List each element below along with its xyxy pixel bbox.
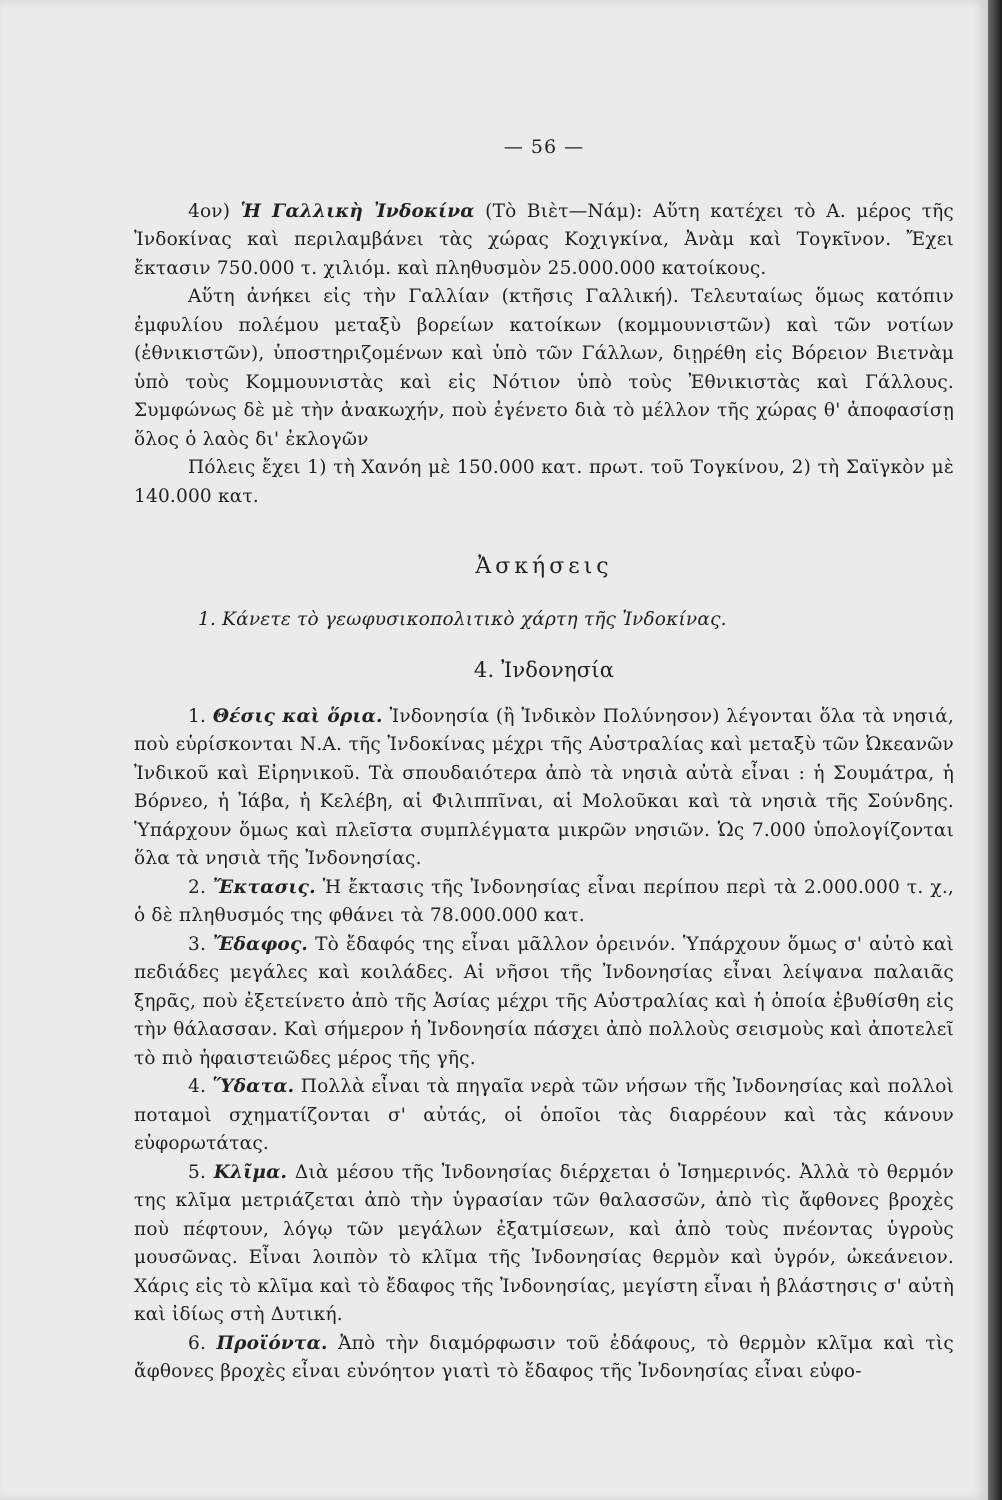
- section-paragraph: [134, 1073, 954, 1159]
- indochina-title: Ἡ Γαλλικὴ Ἰνδοκίνα: [240, 200, 475, 222]
- indochina-lead: 4ον): [188, 200, 241, 222]
- exercise-item: 1. Κάνετε τὸ γεωφυσικοπολιτικὸ χάρτη τῆς Ἰνδοκίνας.: [198, 608, 727, 630]
- page-number: — 56 —: [503, 136, 585, 158]
- page-edge-shadow: [988, 0, 1002, 1500]
- section-number: 2.: [188, 876, 214, 898]
- section-text: Τὸ ἔδαφός της εἶναι μᾶλλον ὀρεινόν. Ὑπάρχουν ὅμως σ' αὐτὸ καὶ πεδιάδες μεγάλες καὶ κοιλάδες. Αἱ νῆσοι τῆς Ἰνδονησίας εἶναι λείψανα παλαιᾶς ξηρᾶς, ποὺ ἐξετείνετο ἀπὸ τῆς Ἀσίας μέχρι τῆς Αὐστραλίας καὶ ἡ ὁποία ἐβυθίσθη εἰς τὴν θάλασσαν. Καὶ σήμερον ἡ Ἰνδονησία πάσχει ἀπὸ πολλοὺς σεισμοὺς καὶ ἀποτελεῖ τὸ πιὸ ἡφαιστειῶδες μέρος τῆς γῆς.: [134, 933, 954, 1069]
- section-text: Ἰνδονησία (ἢ Ἰνδικὸν Πολύνησον) λέγονται ὅλα τὰ νησιά, ποὺ εὑρίσκονται Ν.Α. τῆς Ἰνδοκίνας μέχρι τῆς Αὐστραλίας καὶ μεταξὺ τῶν Ὠκεανῶν Ἰνδικοῦ καὶ Εἰρηνικοῦ. Τὰ σπουδαιότερα ἀπὸ τὰ νησιὰ αὐτὰ εἶναι : ἡ Σουμάτρα, ἡ Βόρνεο, ἡ Ἰάβα, ἡ Κελέβη, αἱ Φιλιππῖναι, αἱ Μολοῦκαι καὶ τὰ νησιὰ τῆς Σούνδης. Ὑπάρχουν ὅμως καὶ πλεῖστα συμπλέγματα μικρῶν νησιῶν. Ὡς 7.000 ὑπολογίζονται ὅλα τὰ νησιὰ τῆς Ἰνδονησίας.: [134, 705, 954, 869]
- section-paragraph: [134, 874, 954, 931]
- section-text: Ἡ ἔκτασις τῆς Ἰνδονησίας εἶναι περίπου περὶ τὰ 2.000.000 τ. χ., ὁ δὲ πληθυσμός της φθάνει τὰ 78.000.000 κατ.: [134, 876, 954, 926]
- section-text: Ἀπὸ τὴν διαμόρφωσιν τοῦ ἐδάφους, τὸ θερμὸν κλῖμα καὶ τὶς ἄφθονες βροχὲς εἶναι εὐνόητον γιατὶ τὸ ἔδαφος τῆς Ἰνδονησίας εἶναι εὐφο-: [134, 1332, 954, 1382]
- section-heading: Προϊόντα.: [216, 1332, 328, 1354]
- section-text: Πολλὰ εἶναι τὰ πηγαῖα νερὰ τῶν νήσων τῆς Ἰνδονησίας καὶ πολλοὶ ποταμοὶ σχηματίζονται σ' αὐτάς, οἱ ὁποῖοι τὰς διαρρέουν καὶ τὰς κάνουν εὐφορωτάτας.: [134, 1076, 954, 1154]
- section-heading: Ἔδαφος.: [213, 933, 309, 955]
- indochina-text: (Τὸ Βιὲτ—Νάμ): Αὕτη κατέχει τὸ Α. μέρος τῆς Ἰνδοκίνας καὶ περιλαμβάνει τὰς χώρας Κοχιγκίνα, Ἀνὰμ καὶ Τογκῖνον. Ἔχει ἔκτασιν 750.000 τ. χιλιόμ. καὶ πληθυσμὸν 25.000.000 κατοίκους.: [134, 200, 954, 279]
- section-paragraph: [134, 1330, 954, 1387]
- indonesia-heading: 4. Ἰνδονησία: [473, 658, 615, 682]
- section-number: 1.: [188, 705, 213, 727]
- section-number: 4.: [188, 1076, 213, 1097]
- section-heading: Ἔκτασις.: [213, 876, 316, 898]
- exercises-heading: Ἀσκήσεις: [475, 554, 613, 579]
- indochina-paragraph-2: Αὕτη ἀνήκει εἰς τὴν Γαλλίαν (κτῆσις Γαλλική). Τελευταίως ὅμως κατόπιν ἐμφυλίου πολέμου μεταξὺ βορείων κατοίκων (κομμουνιστῶν) καὶ τῶν νοτίων (ἐθνικιστῶν), ὑποστηριζομένων καὶ ὑπὸ τῶν Γάλλων, διῃρέθη εἰς Βόρειον Βιετνὰμ ὑπὸ τοὺς Κομμουνιστὰς καὶ εἰς Νότιον ὑπὸ τοὺς Ἐθνικιστὰς καὶ Γάλλους. Συμφώνως δὲ μὲ τὴν ἀνακωχήν, ποὺ ἐγένετο διὰ τὸ μέλλον τῆς χώρας θ' ἀποφασίσῃ ὅλος ὁ λαὸς δι' ἐκλογῶν: [134, 286, 954, 450]
- section-number: 6.: [188, 1332, 217, 1354]
- section-paragraph: [134, 1159, 954, 1330]
- indochina-paragraph: [134, 198, 954, 284]
- section-paragraph: [134, 703, 954, 874]
- section-text: Διὰ μέσου τῆς Ἰνδονησίας διέρχεται ὁ Ἰσημερινός. Ἀλλὰ τὸ θερμόν της κλῖμα μετριάζεται ἀπὸ τὴν ὑγρασίαν τῶν θαλασσῶν, ἀπὸ τὶς ἄφθονες βροχὲς ποὺ πέφτουν, λόγῳ τῶν μεγάλων ἐξατμίσεων, καὶ ἀπὸ τοὺς πνέοντας ὑγροὺς μουσῶνας. Εἶναι λοιπὸν τὸ κλῖμα τῆς Ἰνδονησίας θερμὸν καὶ ὑγρόν, ὠκεάνειον. Χάρις εἰς τὸ κλῖμα καὶ τὸ ἔδαφος τῆς Ἰνδονησίας, μεγίστη εἶναι ἡ βλάστησις σ' αὐτὴ καὶ ἰδίως στὴ Δυτική.: [134, 1161, 954, 1325]
- section-heading: Θέσις καὶ ὅρια.: [212, 705, 383, 727]
- text-column: [134, 133, 954, 1387]
- indochina-cities: Πόλεις ἔχει 1) τὴ Χανόη μὲ 150.000 κατ. πρωτ. τοῦ Τογκίνου, 2) τὴ Σαϊγκὸν μὲ 140.000 κατ.: [134, 457, 954, 507]
- section-heading: Ὕδατα.: [212, 1076, 295, 1097]
- section-heading: Κλῖμα.: [213, 1161, 288, 1183]
- section-number: 5.: [188, 1161, 214, 1183]
- section-paragraph: [134, 931, 954, 1074]
- section-number: 3.: [188, 933, 214, 955]
